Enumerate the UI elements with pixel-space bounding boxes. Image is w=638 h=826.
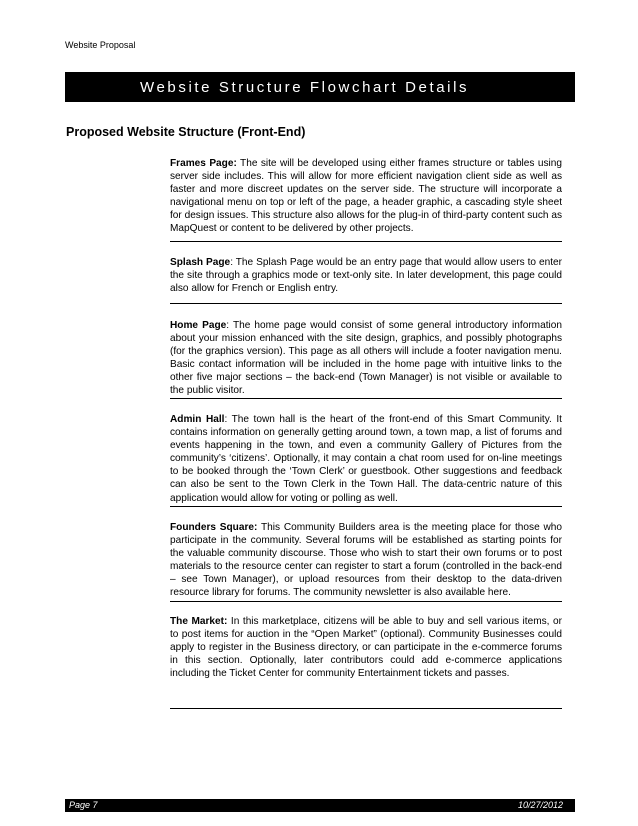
section-divider xyxy=(170,398,562,399)
section-heading: Proposed Website Structure (Front-End) xyxy=(66,125,306,139)
section-body: : The town hall is the heart of the front-end of this Smart Community. It contains information on generally getting around town, a town map, a list of forums and events happening in the town, and even a community Gallery of Pictures from the community’s ‘citizens’. Optionally, it may contain a chat room used for on-line meetings to be booked through the ‘Town Clerk’ or guestbook. Other suggestions and feedback can also be sent to the Town Clerk in the Town Hall. The data-centric nature of this application would allow for voting or polling as well. xyxy=(170,414,562,504)
section-term: Home Page xyxy=(170,320,227,331)
title-banner xyxy=(65,72,575,102)
page-title: Website Structure Flowchart Details xyxy=(140,79,470,96)
section-term: Frames Page: xyxy=(170,158,237,169)
section-term: Splash Page xyxy=(170,257,231,268)
section-founders-square xyxy=(170,521,562,600)
section-term: Admin Hall xyxy=(170,414,225,425)
section-frames-page xyxy=(170,157,562,236)
section-divider xyxy=(170,601,562,602)
page-footer xyxy=(65,799,575,812)
section-divider xyxy=(170,241,562,242)
section-divider xyxy=(170,303,562,304)
section-body: : The Splash Page would be an entry page that would allow users to enter the site through a graphics mode or text-only site. In later development, this page could also allow for French or English entry. xyxy=(170,257,562,295)
section-the-market xyxy=(170,615,562,680)
section-splash-page xyxy=(170,256,562,295)
section-term: The Market: xyxy=(170,616,228,627)
footer-date: 10/27/2012 xyxy=(517,800,563,810)
page-number: Page 7 xyxy=(69,800,98,810)
running-header: Website Proposal xyxy=(65,40,136,50)
section-body: This Community Builders area is the meeting place for those who participate in the community. Several forums will be established as starting points for the valuable community discourse. Those who wish to start their own forums or to post materials to the resource center can register to start a forum (controlled in the back-end – see Town Manager), or upload resources from their desktop to the data-driven resource library for forums. The community newsletter is also available here. xyxy=(170,522,562,599)
section-divider xyxy=(170,708,562,709)
section-home-page xyxy=(170,319,562,398)
section-body: : The home page would consist of some general introductory information about your mission enhanced with the site design, graphics, and possibly photographs (for the graphics version). This page as all others will include a footer navigation menu. Basic contact information will be included in the home page with intuitive links to the other five major sections – the back-end (Town Manager) is not visible or available to the public visitor. xyxy=(170,320,562,397)
section-term: Founders Square: xyxy=(170,522,258,533)
section-body: In this marketplace, citizens will be able to buy and sell various items, or to post items for auction in the “Open Market” (optional). Community Businesses could apply to register in the Business directory, or can participate in the e-commerce forums in this section. Optionally, later contributors could add e-commerce applications including the Ticket Center for community Entertainment tickets and passes. xyxy=(170,616,562,680)
section-body: The site will be developed using either frames structure or tables using server side includes. This will allow for more efficient navigation client side as well as faster and more discreet updates on the server side. The structure will incorporate a navigational menu on top or left of the page, a header graphic, a cascading style sheet for design issues. This structure also allows for the plug-in of third-party content such as MapQuest or content to be delivered by other projects. xyxy=(170,158,563,235)
section-divider xyxy=(170,506,562,507)
section-admin-hall xyxy=(170,413,562,505)
